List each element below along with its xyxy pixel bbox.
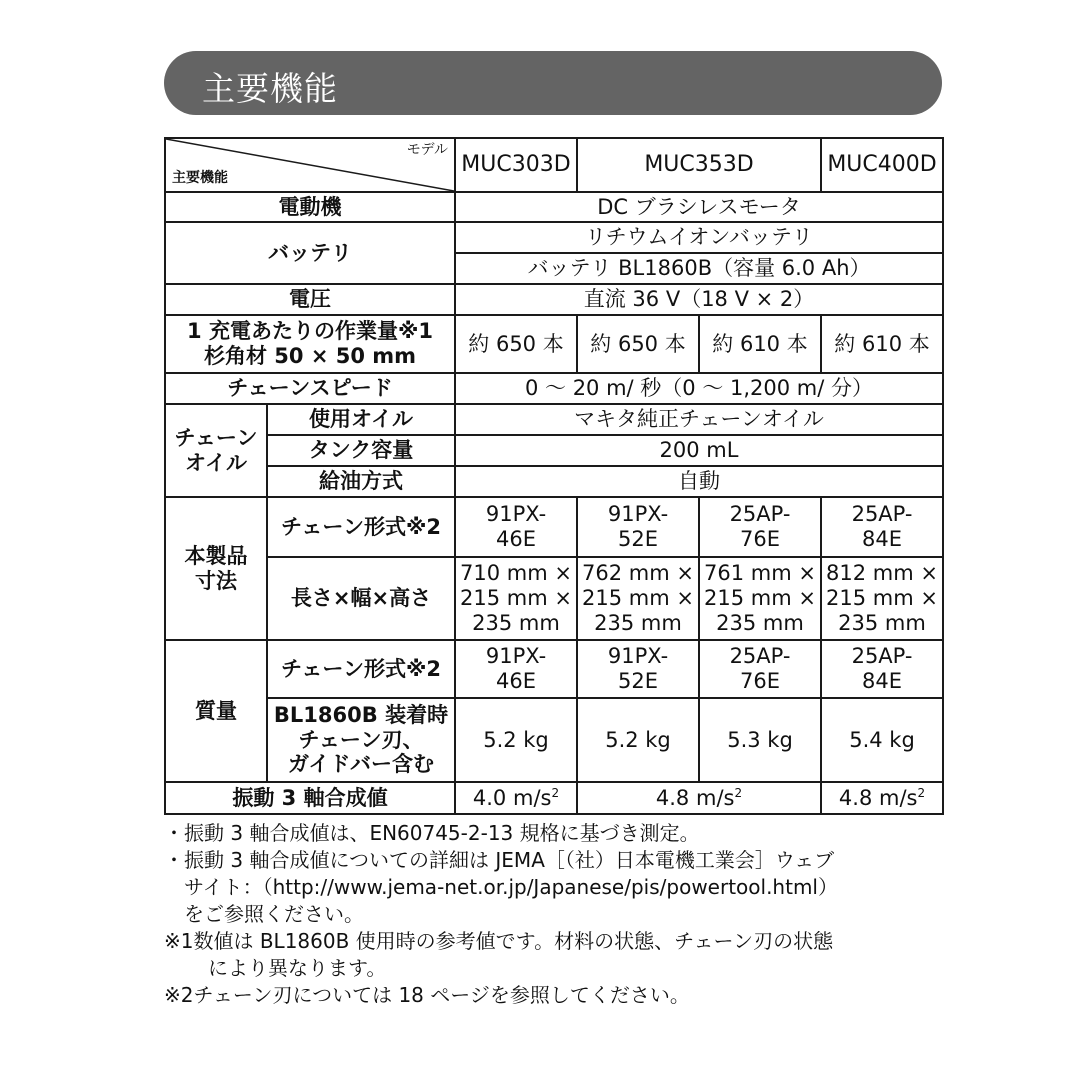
weight-value: 5.4 kg <box>821 698 943 782</box>
dims-group-line2: 寸法 <box>195 568 237 593</box>
table-row-vibration <box>165 782 943 814</box>
mass-weight-label <box>267 698 455 782</box>
table-row-mass-weight <box>165 698 943 782</box>
chain-type-line1: 25AP- <box>729 502 791 527</box>
size-height: 235 mm <box>472 610 560 635</box>
size-length: 761 mm × <box>704 561 816 586</box>
motor-label: 電動機 <box>165 192 455 222</box>
size-cell <box>699 557 821 640</box>
note-item <box>164 820 964 847</box>
chain-type-line2: 76E <box>740 669 780 693</box>
voltage-label: 電圧 <box>165 284 455 315</box>
size-length: 762 mm × <box>582 561 694 586</box>
vibration-exponent: 2 <box>551 785 560 800</box>
work-value: 約 650 本 <box>455 315 577 373</box>
mass-weight-label-line2: チェーン刃、 <box>298 727 424 752</box>
battery-value-type: リチウムイオンバッテリ <box>455 222 943 253</box>
weight-value: 5.3 kg <box>699 698 821 782</box>
weight-value: 5.2 kg <box>455 698 577 782</box>
dims-chain-label: チェーン形式※2 <box>267 497 455 557</box>
dims-size-label: 長さ×幅×高さ <box>267 557 455 640</box>
note-continuation: により異なります。 <box>208 956 387 980</box>
size-cell <box>455 557 577 640</box>
voltage-value: 直流 36 V（18 V × 2） <box>455 284 943 315</box>
table-row-oil-feed <box>165 466 943 497</box>
note-bullet: ※1 <box>164 929 194 953</box>
size-height: 235 mm <box>838 610 926 635</box>
oil-group-label <box>165 404 267 497</box>
oil-tank-value: 200 mL <box>455 435 943 466</box>
mass-weight-label-line1: BL1860B 装着時 <box>273 702 449 727</box>
size-height: 235 mm <box>594 610 682 635</box>
chain-type-line2: 46E <box>496 669 536 693</box>
oil-group-line2: オイル <box>185 450 247 475</box>
table-row-voltage <box>165 284 943 315</box>
note-bullet: ※2 <box>164 983 194 1007</box>
vibration-number: 4.8 <box>655 785 690 810</box>
chain-type-cell <box>577 497 699 557</box>
table-row-mass-chain <box>165 640 943 698</box>
chain-type-line1: 25AP- <box>851 502 913 527</box>
speed-label: チェーンスピード <box>165 373 455 404</box>
note-text: 振動 3 軸合成値は、EN60745-2-13 規格に基づき測定。 <box>184 821 700 845</box>
table-row-dims-chain <box>165 497 943 557</box>
table-row-work <box>165 315 943 373</box>
oil-use-value: マキタ純正チェーンオイル <box>455 404 943 435</box>
spec-table <box>164 137 944 815</box>
mass-group-label: 質量 <box>165 640 267 782</box>
table-row-oil-tank <box>165 435 943 466</box>
chain-type-line1: 91PX- <box>485 502 547 527</box>
chain-type-line1: 91PX- <box>485 644 547 669</box>
note-continuation: サイト：（http://www.jema-net.or.jp/Japanese/pis/powertool.html） <box>184 875 838 899</box>
vibration-value <box>821 782 943 814</box>
speed-value: 0 ～ 20 m/ 秒（0 ～ 1,200 m/ 分） <box>455 373 943 404</box>
work-label-line1: 1 充電あたりの作業量※1 <box>187 319 433 344</box>
work-value: 約 610 本 <box>699 315 821 373</box>
chain-type-line1: 25AP- <box>851 644 913 669</box>
vibration-unit: m/s <box>512 785 552 810</box>
vibration-unit: m/s <box>695 785 735 810</box>
chain-type-line2: 84E <box>862 527 903 551</box>
mass-chain-label: チェーン形式※2 <box>267 640 455 698</box>
oil-feed-label: 給油方式 <box>267 466 455 497</box>
note-item <box>164 982 964 1009</box>
table-row-oil-use <box>165 404 943 435</box>
table-row-models <box>165 138 943 192</box>
corner-feature-label: 主要機能 <box>172 170 228 187</box>
chain-type-line2: 46E <box>496 527 536 551</box>
table-row-motor <box>165 192 943 222</box>
vibration-number: 4.0 <box>472 785 507 810</box>
vibration-value <box>455 782 577 814</box>
size-width: 215 mm × <box>582 586 694 611</box>
note-bullet: ・ <box>164 848 184 872</box>
mass-weight-label-line3: ガイドバー含む <box>288 752 434 777</box>
section-header <box>164 51 942 115</box>
corner-model-label: モデル <box>406 142 448 158</box>
note-bullet: ・ <box>164 821 184 845</box>
size-width: 215 mm × <box>704 586 816 611</box>
chain-type-line2: 84E <box>862 669 903 693</box>
section-title: 主要機能 <box>202 69 338 108</box>
size-height: 235 mm <box>716 610 804 635</box>
chain-type-line2: 76E <box>740 527 780 551</box>
chain-type-cell <box>699 640 821 698</box>
table-row-speed <box>165 373 943 404</box>
chain-type-cell <box>821 640 943 698</box>
model-cell: MUC303D <box>455 138 577 192</box>
size-length: 812 mm × <box>826 561 938 586</box>
note-text: 数値は BL1860B 使用時の参考値です。材料の状態、チェーン刃の状態 <box>193 929 834 953</box>
table-row-battery <box>165 222 943 253</box>
chain-type-cell <box>455 640 577 698</box>
motor-value: DC ブラシレスモータ <box>455 192 943 222</box>
model-cell: MUC400D <box>821 138 943 192</box>
oil-tank-label: タンク容量 <box>267 435 455 466</box>
vibration-unit: m/s <box>879 785 918 810</box>
size-cell <box>577 557 699 640</box>
chain-type-cell <box>821 497 943 557</box>
size-cell <box>821 557 943 640</box>
battery-label: バッテリ <box>165 222 455 284</box>
chain-type-cell <box>699 497 821 557</box>
weight-value: 5.2 kg <box>577 698 699 782</box>
vibration-value <box>577 782 821 814</box>
work-value: 約 610 本 <box>821 315 943 373</box>
notes <box>164 820 964 1009</box>
oil-group-line1: チェーン <box>174 425 258 450</box>
model-cell: MUC353D <box>577 138 821 192</box>
size-width: 215 mm × <box>460 586 572 611</box>
work-label-line2: 杉角材 50 × 50 mm <box>203 344 417 368</box>
size-width: 215 mm × <box>826 586 938 611</box>
oil-use-label: 使用オイル <box>267 404 455 435</box>
work-label <box>165 315 455 373</box>
oil-feed-value: 自動 <box>455 466 943 497</box>
corner-cell <box>165 138 455 192</box>
chain-type-line1: 25AP- <box>729 644 791 669</box>
chain-type-cell <box>577 640 699 698</box>
vibration-exponent: 2 <box>917 785 926 800</box>
note-item <box>164 928 964 955</box>
battery-value-model: バッテリ BL1860B（容量 6.0 Ah） <box>455 253 943 284</box>
work-value: 約 650 本 <box>577 315 699 373</box>
chain-type-cell <box>455 497 577 557</box>
note-item <box>164 847 964 874</box>
table-row-dims-size <box>165 557 943 640</box>
dims-group-line1: 本製品 <box>184 543 248 568</box>
vibration-number: 4.8 <box>838 785 873 810</box>
chain-type-line2: 52E <box>618 669 658 693</box>
dims-group-label <box>165 497 267 640</box>
size-length: 710 mm × <box>460 561 572 586</box>
chain-type-line1: 91PX- <box>607 502 669 527</box>
note-continuation: をご参照ください。 <box>184 902 364 926</box>
chain-type-line2: 52E <box>618 527 658 551</box>
note-text: 振動 3 軸合成値についての詳細は JEMA［（社）日本電機工業会］ウェブ <box>184 848 835 872</box>
note-text: チェーン刃については 18 ページを参照してください。 <box>193 983 690 1007</box>
vibration-exponent: 2 <box>734 785 743 800</box>
vibration-label: 振動 3 軸合成値 <box>165 782 455 814</box>
chain-type-line1: 91PX- <box>607 644 669 669</box>
